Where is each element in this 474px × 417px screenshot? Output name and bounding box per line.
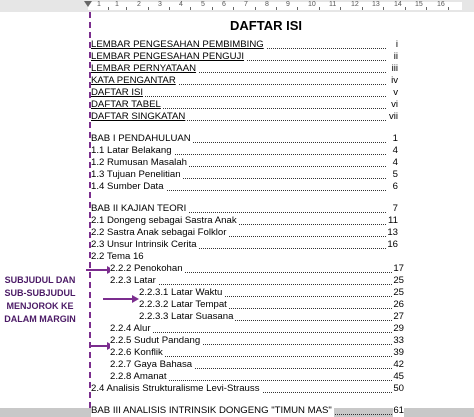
toc-entry-title: 2.2 Tema 16 [91,251,144,262]
annotation-arrow [103,298,133,300]
toc-entry[interactable] [91,51,398,63]
toc-entry[interactable] [91,215,398,227]
toc-page-number: 17 [393,263,404,274]
toc-entry-title: 2.2.6 Konflik [110,347,163,358]
toc-entry-title: KATA PENGANTAR [91,75,176,86]
toc-entry[interactable] [91,75,398,87]
toc-entry[interactable] [91,383,404,395]
toc-entry-title: BAB III ANALISIS INTRINSIK DONGENG "TIMUN MAS" [91,405,332,416]
toc-page-number: 6 [392,181,398,192]
ruler-number: 8 [265,1,269,8]
ruler-number: 3 [158,1,162,8]
toc-entry[interactable] [91,203,398,215]
ruler-number: 12 [351,1,359,8]
toc-page-number: 29 [393,323,404,334]
toc-entry-title: BAB II KAJIAN TEORI [91,203,187,214]
toc-page-number: v [393,87,398,98]
ruler-tick [340,7,341,10]
toc-page-number: iii [391,63,398,74]
toc-entry-title: 2.2.4 Alur [110,323,151,334]
toc-page-number: 39 [393,347,404,358]
toc-entry-title: 2.2.5 Sudut Pandang [110,335,201,346]
ruler-number: 4 [179,1,183,8]
toc-page-number: 13 [387,227,398,238]
toc-entry-title: 1.4 Sumber Data [91,181,164,192]
toc-entry-title: 2.2.3.3 Latar Suasana [139,311,234,322]
toc-entry-title: 2.2.3.2 Latar Tempat [139,299,227,310]
toc-entry[interactable] [91,145,398,157]
toc-page-number: 50 [393,383,404,394]
ruler-tick [190,7,191,10]
annotation-arrow [86,269,108,271]
toc-entry-title: DAFTAR TABEL [91,99,161,110]
toc-entry[interactable] [110,323,404,335]
ruler-tick [255,7,256,10]
toc-entry[interactable] [110,335,404,347]
ruler-number: 1 [97,1,101,8]
ruler-tick [426,7,427,10]
toc-entry-title: 1.3 Tujuan Penelitian [91,169,181,180]
toc-page-number: 16 [387,239,398,250]
toc-page-number: 4 [392,157,398,168]
toc-page-number: 5 [392,169,398,180]
ruler-tick [405,7,406,10]
ruler-tick [108,7,109,10]
toc-page-number: vi [391,99,398,110]
toc-entry[interactable] [91,169,398,181]
toc-entry-title: LEMBAR PENGESAHAN PENGUJI [91,51,245,62]
ruler-tick [148,7,149,10]
toc-entry[interactable] [110,347,404,359]
toc-entry-title: 2.2.8 Amanat [110,371,167,382]
toc-entry-title: 2.4 Analisis Strukturalisme Levi-Strauss [91,383,260,394]
toc-entry[interactable] [110,359,404,371]
toc-page-number: 61 [393,405,404,416]
toc-entry[interactable] [91,181,398,193]
ruler-number: 11 [329,1,337,8]
ruler-tick [212,7,213,10]
toc-entry-title: 2.2 Sastra Anak sebagai Folklor [91,227,227,238]
toc-entry[interactable] [91,99,398,111]
toc-entry[interactable] [110,275,404,287]
toc-entry[interactable] [110,371,404,383]
ruler-number: 2 [137,1,141,8]
ruler-tick [233,7,234,10]
toc-page-number: i [395,39,398,50]
ruler-number: 14 [394,1,402,8]
toc-entry[interactable] [139,311,404,323]
ruler-number: 16 [437,1,445,8]
ruler-tick [362,7,363,10]
toc-entry[interactable] [91,87,398,99]
toc-entry[interactable] [91,63,398,75]
toc-page-number: 25 [393,275,404,286]
page-title: DAFTAR ISI [230,18,302,33]
ruler-tick [126,7,127,10]
ruler-tick [276,7,277,10]
ruler-number: 6 [222,1,226,8]
toc-entry-title: BAB I PENDAHULUAN [91,133,191,144]
toc-entry[interactable] [91,239,398,251]
toc-entry[interactable] [139,299,404,311]
ruler-number: 9 [286,1,290,8]
toc-entry-title: LEMBAR PERNYATAAN [91,63,197,74]
toc-page-number: 33 [393,335,404,346]
toc-page-number: 7 [392,203,398,214]
ruler-number: 1 [115,1,119,8]
toc-page-number: 27 [393,311,404,322]
toc-entry-title: 2.3 Unsur Intrinsik Cerita [91,239,197,250]
toc-page-number: vii [388,111,398,122]
ruler-tick [297,7,298,10]
document-page[interactable] [0,12,474,416]
toc-entry-title: DAFTAR SINGKATAN [91,111,186,122]
ruler-number: 7 [244,1,248,8]
ruler-tick [448,7,449,10]
toc-entry[interactable] [91,227,398,239]
toc-entry[interactable] [139,287,404,299]
ruler-number: 15 [415,1,423,8]
toc-page-number: 4 [392,145,398,156]
toc-entry-title: LEMBAR PENGESAHAN PEMBIMBING [91,39,264,50]
ruler-number: 5 [201,1,205,8]
toc-entry-title: 1.2 Rumusan Masalah [91,157,187,168]
toc-entry[interactable] [91,251,398,263]
toc-page-number: 1 [392,133,398,144]
toc-page-number: 25 [393,287,404,298]
annotation-arrow [90,345,108,347]
toc-page-number: iv [391,75,398,86]
toc-entry[interactable] [91,133,398,145]
toc-page-number: 11 [388,215,398,226]
toc-page-number: 42 [393,359,404,370]
toc-entry[interactable] [91,39,398,51]
toc-page-number: 45 [393,371,404,382]
toc-entry-title: 2.2.7 Gaya Bahasa [110,359,193,370]
ruler-tick [319,7,320,10]
ruler-tick [383,7,384,10]
toc-entry-title: 2.2.3.1 Latar Waktu [139,287,223,298]
toc-entry-title: DAFTAR ISI [91,87,144,98]
toc-entry[interactable] [91,157,398,169]
annotation-note: SUBJUDUL DAN SUB-SUBJUDUL MENJOROK KE DALAM MARGIN [4,275,76,324]
toc-page-number: ii [393,51,398,62]
toc-entry-title: 2.2.3 Latar [110,275,156,286]
ruler-number: 10 [308,1,316,8]
toc-entry-title: 2.1 Dongeng sebagai Sastra Anak [91,215,237,226]
toc-entry-title: 2.2.2 Penokohan [110,263,183,274]
toc-entry[interactable] [91,111,398,123]
toc-entry-title: 1.1 Latar Belakang [91,145,172,156]
toc-page-number: 26 [393,299,404,310]
ruler-number: 13 [372,1,380,8]
toc-entry[interactable] [91,405,404,417]
toc-entry[interactable] [110,263,404,275]
ruler-tick [169,7,170,10]
